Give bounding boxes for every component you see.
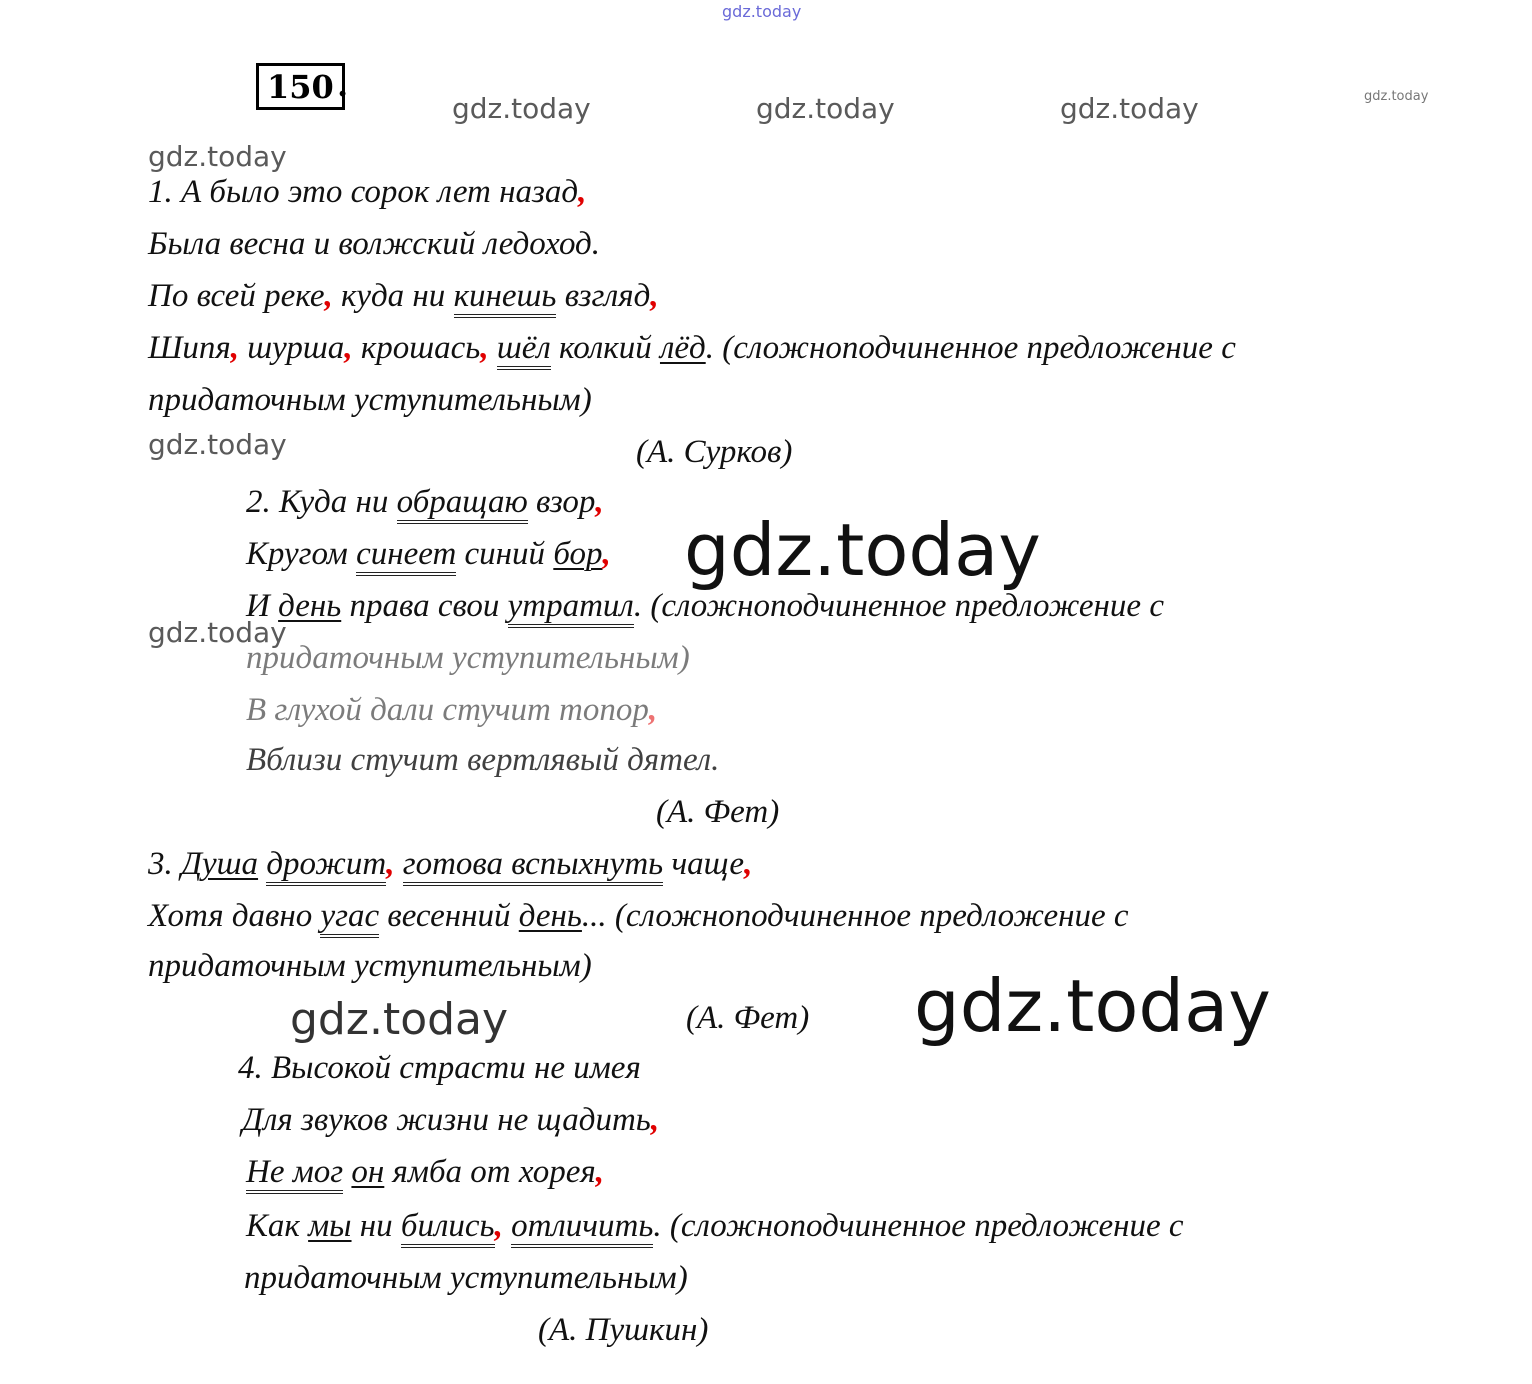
watermark: gdz.today [148,428,287,461]
poem4-line4: Как мы ни бились, отличить. (сложноподчиненное предложение с [246,1206,1184,1246]
watermark: gdz.today [290,994,509,1045]
poem2-line3: И день права свои утратил. (сложноподчиненное предложение с [246,586,1164,626]
watermark: gdz.today [148,140,287,173]
poem1-line5: придаточным уступительным) [148,382,592,418]
poem2-author: (А. Фет) [656,794,780,830]
poem2-line2: Кругом синеет синий бор, [246,534,611,574]
watermark: gdz.today [452,92,591,125]
exercise-number: 150 [256,63,345,110]
poem4-author: (А. Пушкин) [538,1312,709,1348]
poem3-line1: 3. Душа дрожит, готова вспыхнуть чаще, [148,844,752,884]
watermark: gdz.today [148,616,287,649]
watermark-large: gdz.today [914,964,1271,1048]
watermark: gdz.today [1364,89,1429,104]
poem2-line1: 2. Куда ни обращаю взор, [246,482,604,522]
poem2-line6: Вблизи стучит вертлявый дятел. [246,742,720,778]
poem1-line4: Шипя, шурша, крошась, шёл колкий лёд. (сложноподчиненное предложение с [148,328,1236,368]
exercise-number-dot: . [337,66,349,104]
poem4-line1: 4. Высокой страсти не имея [238,1050,641,1086]
poem1-line2: Была весна и волжский ледоход. [148,226,600,262]
poem3-line2: Хотя давно угас весенний день... (сложноподчиненное предложение с [148,896,1129,936]
watermark-top: gdz.today [722,2,802,21]
poem1-author: (А. Сурков) [636,434,793,470]
poem2-line5: В глухой дали стучит топор, [246,692,658,728]
watermark: gdz.today [1060,92,1199,125]
poem4-line2: Для звуков жизни не щадить, [242,1102,660,1138]
poem4-line5: придаточным уступительным) [244,1260,688,1296]
watermark: gdz.today [756,92,895,125]
poem3-author: (А. Фет) [686,1000,810,1036]
watermark-large: gdz.today [684,508,1041,592]
poem2-line4: придаточным уступительным) [246,640,690,676]
poem4-line3: Не мог он ямба от хорея, [246,1152,604,1192]
poem3-line3: придаточным уступительным) [148,948,592,984]
poem1-line1: 1. А было это сорок лет назад, [148,174,587,210]
poem1-line3: По всей реке, куда ни кинешь взгляд, [148,276,659,316]
